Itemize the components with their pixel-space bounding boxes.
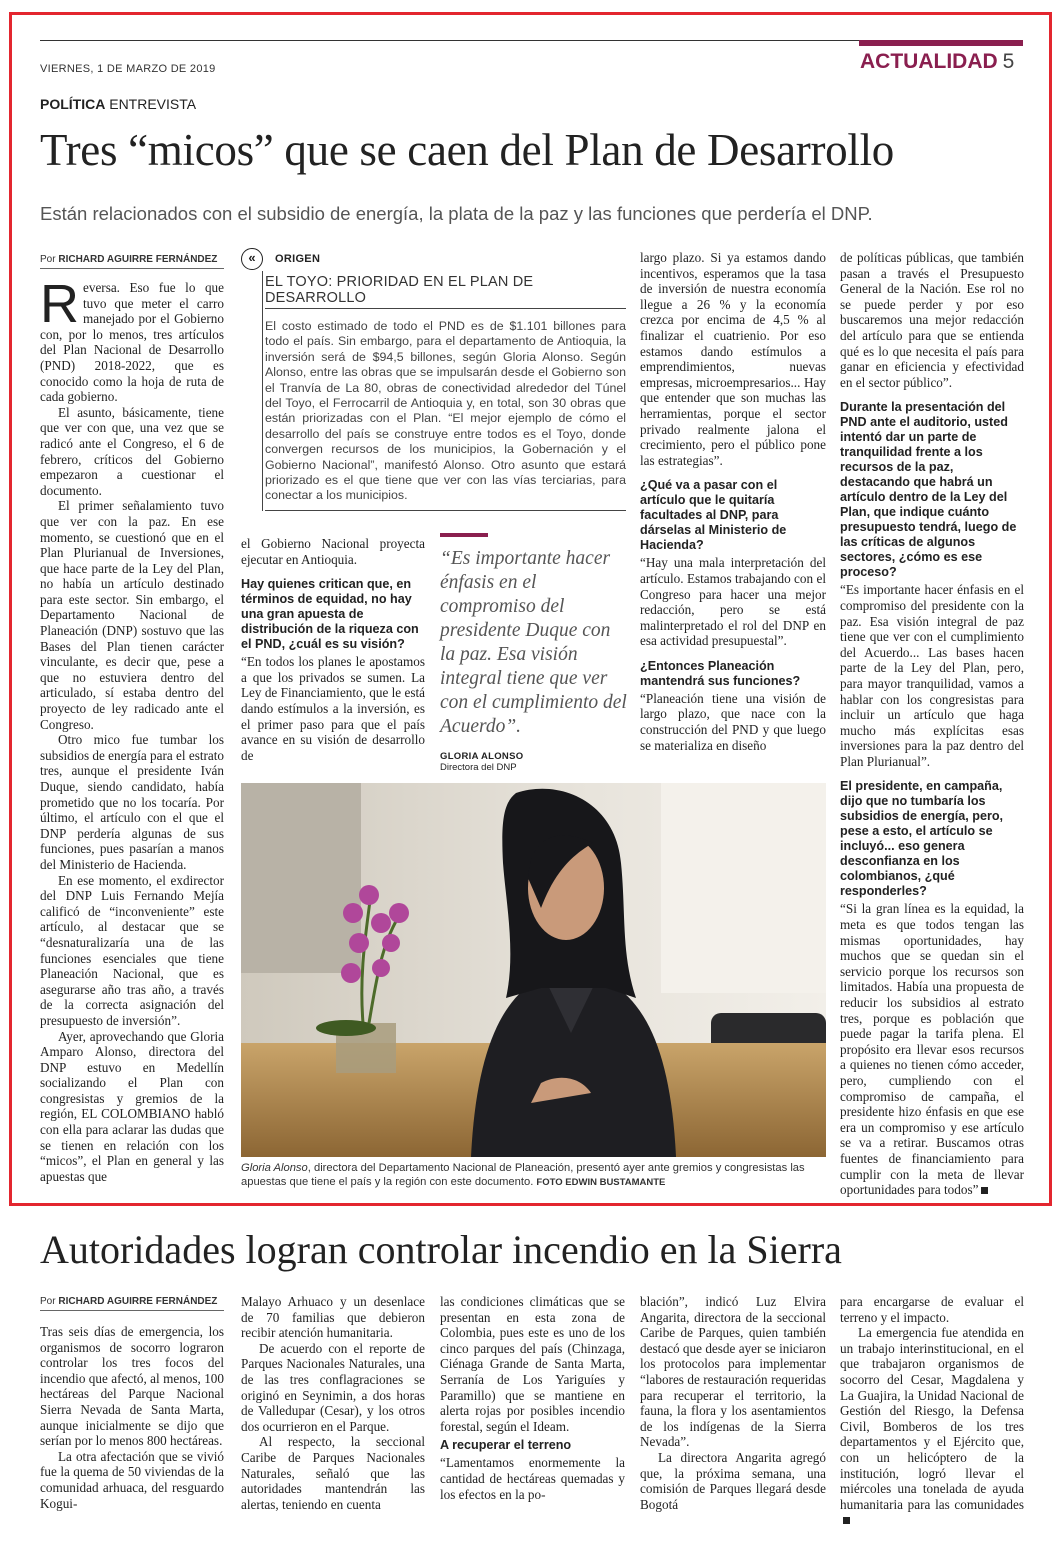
- paragraph: Ayer, aprovechando que Gloria Amparo Alonso, directora del DNP estuvo en Medellín socializando el Plan con congresistas y gremios de la región, EL COLOMBIANO habló con ella para aclarar las dudas que se tienen en relación con los “micos”, el Plan en general y las apuestas que: [40, 1028, 224, 1184]
- pull-quote-bar: [440, 533, 488, 537]
- interview-question: El presidente, en campaña, dijo que no tumbaría los subsidios de energía, pero, pese a esto, el artículo se incluyó... eso genera desconfianza en los colombianos, ¿qué responderles?: [840, 779, 1004, 899]
- page-number: 5: [1002, 50, 1015, 73]
- paragraph: para encargarse de evaluar el terreno y el impacto.: [840, 1294, 1024, 1325]
- interview-question: Hay quienes critican que, en términos de equidad, no hay una gran apuesta de distribución de la riqueza con el PND, ¿cuál es su visión?: [241, 577, 419, 652]
- interview-question: ¿Qué va a pasar con el artículo que le quitaría facultades al DNP, para dárselas al Ministerio de Hacienda?: [640, 478, 787, 553]
- paragraph: El primer señalamiento tuvo que ver con la paz. En ese momento, se cuestionó que en el Plan Plurianual de Inversiones, que hace parte de la Ley del Plan, no había un artículo destinado para este sector. Sin embargo, el Departamento Nacional de Planeación (DNP) sostuvo que las Bases del Plan tienen carácter vinculante, es decir que, pese a que no estuviera dentro del articulado, sí estaba dentro del proyecto de ley radicado ante el Congreso.: [40, 498, 224, 732]
- paragraph: De acuerdo con el reporte de Parques Nacionales Naturales, una de las tres conflagraciones se originó en Seynimin, a dos horas de Valledupar (Cesar), y los otros dos ocurrieron en el Parque.: [241, 1340, 425, 1434]
- drop-cap: R: [40, 274, 79, 334]
- article-column-1: [40, 274, 224, 1184]
- paragraph: La otra afectación que se vivió fue la quema de 50 viviendas de la comunidad arhuaca, del resguardo Kogui-: [40, 1448, 224, 1511]
- article-headline: Tres “micos” que se caen del Plan de Desarrollo: [40, 125, 894, 175]
- paragraph: “Lamentamos enormemente la cantidad de hectáreas quemadas y los efectos en la po-: [440, 1455, 625, 1502]
- paragraph: En ese momento, el exdirector del DNP Luis Fernando Mejía calificó de “inconveniente” este artículo, al destacar que se “desnaturalizaría una de las funciones esenciales que tiene Planeación Nacional, que es asegurarse año tras año, a través de la correcta asignación del presupuesto de inversión”.: [40, 872, 224, 1028]
- pull-quote-role: Directora del DNP: [440, 762, 517, 773]
- article2-column-5: [840, 1294, 1024, 1528]
- paragraph: La emergencia fue atendida en un trabajo interinstitucional, en el que trabajaron organismos de socorro del Cesar, Magdalena y La Guajira, la Unidad Nacional de Gestión del Riesgo, la Defensa Civil, Bomberos de los tres departamentos y el Ejército que, con un helicóptero de la institución, logró llevar el miércoles una tonelada de ayuda humanitaria para las comunidades: [840, 1325, 1024, 1528]
- article-column-4: [840, 250, 1024, 1198]
- article2-column-2: [241, 1294, 425, 1512]
- article2-column-1: [40, 1324, 224, 1511]
- paragraph: Al respecto, la seccional Caribe de Parques Nacionales Naturales, señaló que las autoridades mantendrán las alertas, teniendo en cuenta: [241, 1434, 425, 1512]
- sidebar-box: [241, 248, 626, 511]
- article-column-3: [640, 250, 826, 753]
- section-tab: [859, 40, 1023, 46]
- paragraph: Reversa. Eso fue lo que tuvo que meter el carro manejado por el Gobierno con, por lo menos, tres artículos del Plan Nacional de Desarrollo (PND) 2018-2022, que es conocido como la hoja de ruta de cada gobierno.: [40, 274, 224, 405]
- photo-gloria-alonso: [241, 783, 826, 1157]
- pull-quote-name: GLORIA ALONSO: [440, 751, 524, 762]
- interview-answer: “Si la gran línea es la equidad, la meta es que todos tengan las mismas oportunidades, hay muchos que se quedan sin el servicio porque los recursos son limitados. Había una propuesta de reducir los subsidios al estrato tres, porque es población que puede pagar la tarifa plena. El propósito era llevar esos recursos a quienes no tienen cómo acceder, pero, cumpliendo con el compromiso de campaña, el presidente hizo énfasis en que ese era un compromiso y ese artículo se va a retirar. Buscamos otras fuentes de financiamiento para cumplir con la meta de llevar oportunidades para todos”: [840, 901, 1024, 1198]
- paragraph: Malayo Arhuaco y un desenlace de 70 familias que debieron recibir atención humanitaria.: [241, 1294, 425, 1341]
- end-mark-icon: [843, 1517, 850, 1524]
- interview-answer: “Hay una mala interpretación del artículo. Estamos trabajando con el Congreso para hacer una mejor redacción, pero se está malinterpretado el rol del DNP en esa actividad presupuestal”.: [640, 555, 826, 649]
- pull-quote-text: “Es importante hacer énfasis en el compromiso del presidente Duque con la paz. Esa visión integral tiene que ver con el cumplimiento del Acuerdo”.: [440, 548, 627, 737]
- interview-answer: “Es importante hacer énfasis en el compromiso del presidente con la paz. Esa visión integral de paz tiene que ver con el cumplimiento del Acuerdo... Las bases hacen parte de la Ley del Plan, pero, para mayor tranquilidad, vamos a hablar con los congresistas para incluir un artículo que haga mucho más explícitas esas inversiones para la paz dentro del Plan Plurianual”.: [840, 582, 1024, 769]
- paragraph: el Gobierno Nacional proyecta ejecutar en Antioquia.: [241, 536, 425, 567]
- article2-headline: Autoridades logran controlar incendio en la Sierra: [40, 1227, 842, 1272]
- interview-answer: “En todos los planes le apostamos a que los privados se sumen. La Ley de Financiamiento, que le está dando estímulos a la inversión, es el primer paso para que el país avance en su visión de desarrollo de: [241, 654, 425, 763]
- article-column-2: [241, 536, 425, 763]
- article2-subhead: A recuperar el terreno: [440, 1438, 572, 1453]
- article-subhead: Están relacionados con el subsidio de energía, la plata de la paz y las funciones que perdería el DNP.: [40, 203, 873, 224]
- photo-illustration: [241, 783, 826, 1157]
- article-byline: Por RICHARD AGUIRRE FERNÁNDEZ: [40, 254, 224, 269]
- photo-caption: Gloria Alonso, directora del Departamento Nacional de Planeación, presentó ayer ante gremios y congresistas las apuestas que tiene el país y la región con este documento. FOTO EDWIN BUSTAMANTE: [241, 1162, 805, 1188]
- article-kicker: POLÍTICA ENTREVISTA: [40, 96, 197, 112]
- interview-answer: “Planeación tiene una visión de largo plazo, que nace con la construcción del PND y que luego se materializa en diseño: [640, 690, 826, 753]
- section-label: ACTUALIDAD 5: [860, 50, 1015, 73]
- sidebar-box-title: EL TOYO: PRIORIDAD EN EL PLAN DE DESARROLLO: [265, 274, 626, 309]
- article2-column-4: [640, 1294, 826, 1512]
- interview-question: ¿Entonces Planeación mantendrá sus funciones?: [640, 658, 801, 688]
- issue-date: VIERNES, 1 DE MARZO DE 2019: [40, 63, 216, 75]
- paragraph: las condiciones climáticas que se presentan en esta zona de Colombia, pues este es uno de los cinco parques del país (Chinzaga, Ciénaga Grande de Santa Marta, Serranía de Los Yariguíes y Paramillo) que se mantiene en alerta rojas por posibles incendio forestal, según el Ideam.: [440, 1294, 625, 1434]
- interview-answer: largo plazo. Si ya estamos dando incentivos, esperamos que la tasa de inversión de nuestra economía llegue a 26 % y la economía crezca por encima de 4,5 % al finalizar el cuatrienio. Por eso estamos dando estímulos a emprendimientos, nuevas empresas, microempresarios... Hay que entender que son muchas las herramientas, porque el sector privado realmente jalona el crecimiento, pero el público pone las estrategias”.: [640, 250, 826, 468]
- paragraph: blación”, indicó Luz Elvira Angarita, directora de la seccional Caribe de Parques, quien también destacó que desde ayer se iniciaron los protocolos para implementar “labores de restauración requeridas para recuperar el territorio, la fauna, la flora y los asentamientos de los indígenas de la Sierra Nevada”.: [640, 1294, 826, 1450]
- sidebar-box-label: ORIGEN: [275, 253, 321, 265]
- paragraph: El asunto, básicamente, tiene que ver con que, una vez que se radicó ante el Congreso, el 6 de febrero, críticos del Gobierno empezaron a cuestionar el documento.: [40, 404, 224, 498]
- sidebar-box-text: El costo estimado de todo el PND es de $1.101 billones para todo el país. Sin embargo, para el departamento de Antioquia, la inversión será de $94,5 billones, según Gloria Alonso. Según Alonso, entre las obras que se impulsarán desde el Gobierno son el Tranvía de La 80, obras de conectividad alrededor del Túnel del Toyo, el Ferrocarril de Antioquia y, en total, son 30 obras que están priorizadas con el Plan. “El mejor ejemplo de cómo el desarrollo del país se construye entre todos es el Toyo, donde convergen recursos de los municipios, la Gobernación y el Gobierno Nacional”, manifestó Alonso. Otro asunto que estará priorizado es el que tiene que ver con las vías terciarias, para conectar a los municipios.: [265, 319, 626, 511]
- interview-question: Durante la presentación del PND ante el auditorio, usted intentó dar un parte de tranquilidad frente a los recursos de la paz, destacando que habrá un artículo dentro de la Ley del Plan, que indique cuánto presupuesto tendrá, luego de las críticas de algunos sectores, ¿cómo es ese proceso?: [840, 400, 1017, 580]
- paragraph: La directora Angarita agregó que, la próxima semana, una comisión de Parques llegará desde Bogotá: [640, 1449, 826, 1512]
- pull-quote: [440, 533, 628, 773]
- paragraph: Tras seis días de emergencia, los organismos de socorro lograron controlar los tres focos del incendio que afectó, al menos, 100 hectáreas del Parque Nacional Sierra Nevada de Santa Marta, aunque inicialmente se dijo que serían por lo menos 800 hectáreas.: [40, 1324, 224, 1449]
- end-mark-icon: [981, 1187, 988, 1194]
- paragraph: Otro mico fue tumbar los subsidios de energía para el estrato tres, aunque el presidente Iván Duque, siendo candidato, había prometido que no los tocaría. Por último, el artículo con el que el DNP perdería algunas de sus funciones, pues pasarían a manos del Ministerio de Hacienda.: [40, 732, 224, 872]
- interview-answer: de políticas públicas, que también pasan a través el Presupuesto General de la Nación. Ese rol no se puede perder y por eso buscaremos una mejor redacción del artículo para que se entienda qué es lo que necesita el país para ganar en eficiencia y efectividad en el sector público”.: [840, 250, 1024, 390]
- article2-column-3: [440, 1294, 625, 1502]
- article2-byline: Por RICHARD AGUIRRE FERNÁNDEZ: [40, 1296, 224, 1311]
- double-chevron-left-icon: «: [241, 248, 263, 270]
- photo-credit: FOTO EDWIN BUSTAMANTE: [536, 1177, 666, 1188]
